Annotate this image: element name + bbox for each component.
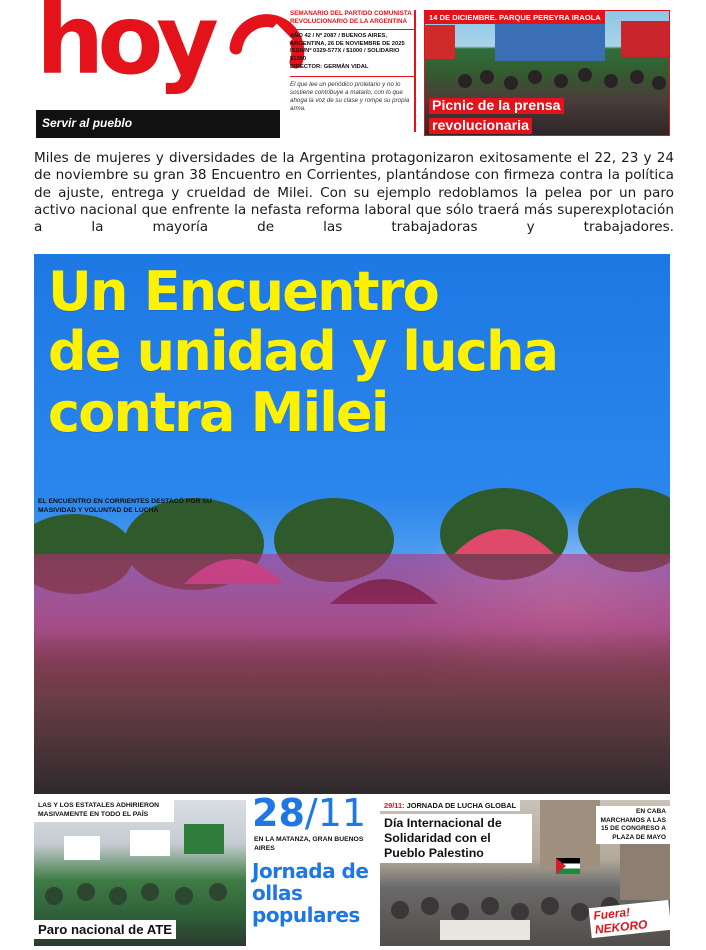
palestina-kicker-date: 29/11: <box>384 801 405 810</box>
palestina-kicker-text: JORNADA DE LUCHA GLOBAL <box>404 801 517 810</box>
ate-kicker: LAS Y LOS ESTATALES ADHIRIERON MASIVAMENTE EN TODO EL PAÍS <box>34 800 174 822</box>
hero-headline-line-2: de unidad y lucha <box>48 320 558 384</box>
promo-headline[interactable] <box>429 97 583 136</box>
palestina-kicker <box>380 800 520 811</box>
lead-paragraph: Miles de mujeres y diversidades de la Argentina protagonizaron exitosamente el 22, 23 y 24 de noviembre su gran 38 Encuentro en Corrientes, plantándose con firmeza contra la política de ajuste, entrega y crueldad de Milei. Con su ejemplo redoblamos la pelea por un paro activo nacional que enfrente la nefasta reforma laboral que sólo traerá más superexplotación a la mayoría de las trabajadoras y trabajadores. <box>34 150 674 235</box>
hero-story[interactable] <box>34 254 670 794</box>
ollas-day: 28 <box>252 791 305 835</box>
story-ollas[interactable] <box>252 791 376 946</box>
ate-headline[interactable]: Paro nacional de ATE <box>34 920 176 939</box>
palestine-flag-icon <box>556 858 580 874</box>
slogan-bar <box>36 110 280 138</box>
ollas-location: EN LA MATANZA, GRAN BUENOS AIRES <box>254 836 364 852</box>
ollas-month: /11 <box>304 791 367 835</box>
imprint <box>290 10 416 132</box>
promo-picnic[interactable] <box>424 10 670 136</box>
palestina-note: EN CABA MARCHAMOS A LAS 15 DE CONGRESO A PLAZA DE MAYO <box>596 806 670 844</box>
party-name: SEMANARIO DEL PARTIDO COMUNISTA REVOLUCIONARIO DE LA ARGENTINA <box>290 10 414 30</box>
hero-headline-line-3: contra Milei <box>48 380 388 444</box>
logo-wordmark: hoy <box>36 0 212 96</box>
ollas-date <box>252 791 367 835</box>
issue-meta <box>290 33 414 77</box>
palestina-banner: Fuera! NEKORO <box>589 900 670 938</box>
bottom-strip <box>34 791 670 946</box>
masthead-quote: El que lee un periódico proletario y no lo sostiene contribuye a matarlo, con lo que ahoga la voz de su clase y rompe su propia arma. <box>290 80 410 112</box>
issn-price: ISSN/Nº 0329-577X / $1000 / SOLIDARIO $1300 <box>290 48 400 63</box>
story-ate[interactable] <box>34 800 246 946</box>
promo-tag: 14 DE DICIEMBRE. PARQUE PEREYRA IRAOLA <box>425 11 605 24</box>
ollas-headline[interactable]: Jornada de ollas populares <box>252 859 369 927</box>
promo-headline-text: Picnic de la prensa revolucionaria <box>429 98 564 134</box>
hero-headline[interactable] <box>48 262 658 443</box>
hero-caption: EL ENCUENTRO EN CORRIENTES DESTACÓ POR SU MASIVIDAD Y VOLUNTAD DE LUCHA <box>38 498 212 514</box>
slogan: Servir al pueblo <box>42 116 133 130</box>
logo[interactable] <box>36 0 282 138</box>
story-palestina[interactable] <box>380 800 670 946</box>
issue-info: AÑO 42 / Nº 2087 / BUENOS AIRES, ARGENTINA, 26 DE NOVIEMBRE DE 2025 <box>290 32 405 47</box>
masthead <box>0 0 706 142</box>
director: DIRECTOR: GERMÁN VIDAL <box>290 63 369 70</box>
palestina-headline[interactable]: Día Internacional de Solidaridad con el Pueblo Palestino <box>380 814 532 863</box>
hero-crowd <box>34 554 670 794</box>
hero-headline-line-1: Un Encuentro <box>48 260 438 323</box>
